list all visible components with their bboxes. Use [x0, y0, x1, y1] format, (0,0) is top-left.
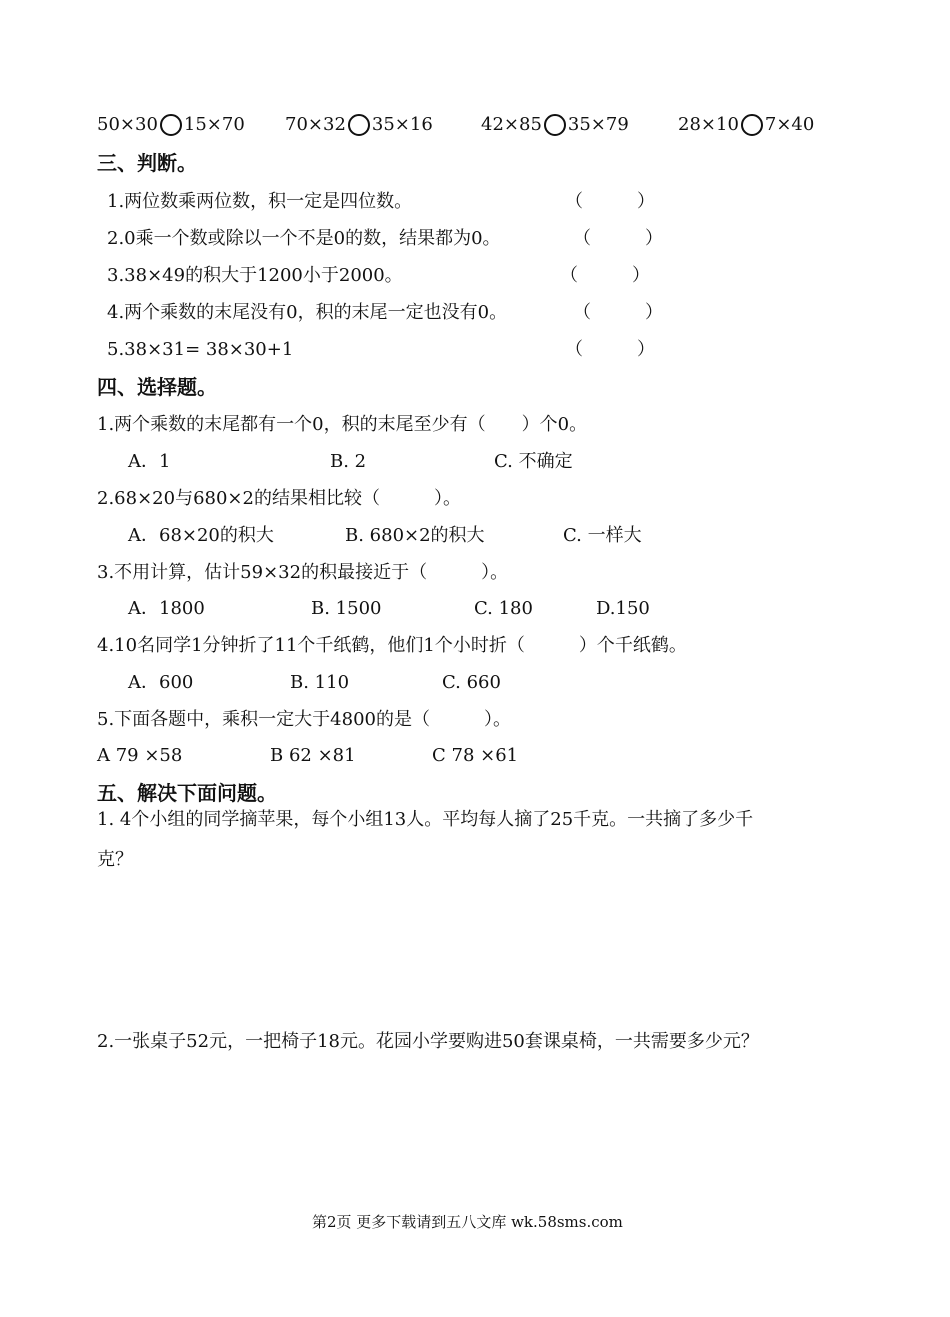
compare-right: 7×40 — [764, 114, 815, 135]
section3-title: 三、判断。 — [97, 151, 197, 175]
judge-item-2-text: 2.0乘一个数或除以一个不是0的数，结果都为0。 — [107, 228, 501, 249]
compare-blank-circle[interactable] — [544, 114, 566, 136]
compare-blank-circle[interactable] — [348, 114, 370, 136]
compare-right: 35×79 — [567, 114, 629, 135]
choice-q5-option-b[interactable]: B 62 ×81 — [270, 745, 356, 766]
choice-q3-option-b[interactable]: B. 1500 — [311, 598, 382, 619]
judge-item-1-text: 1.两位数乘两位数，积一定是四位数。 — [107, 191, 413, 212]
choice-q4-option-c[interactable]: C. 660 — [442, 672, 501, 693]
compare-right: 15×70 — [183, 114, 245, 135]
judge-item-3-answer[interactable]: （ ） — [560, 265, 650, 286]
section4-title: 四、选择题。 — [97, 375, 217, 399]
choice-q2-option-c[interactable]: C. 一样大 — [563, 525, 642, 546]
problem-2: 2.一张桌子52元，一把椅子18元。花园小学要购进50套课桌椅，一共需要多少元？ — [97, 1031, 759, 1052]
choice-q1-option-c[interactable]: C. 不确定 — [494, 451, 573, 472]
compare-item-4 — [678, 113, 814, 137]
compare-blank-circle[interactable] — [160, 114, 182, 136]
compare-left: 28×10 — [678, 114, 739, 135]
choice-q5-option-a[interactable]: A 79 ×58 — [97, 745, 183, 766]
choice-q5-stem: 5.下面各题中，乘积一定大于4800的是（ ）。 — [97, 709, 511, 730]
compare-blank-circle[interactable] — [741, 114, 763, 136]
judge-item-2-answer[interactable]: （ ） — [573, 228, 663, 249]
choice-q3-option-d[interactable]: D.150 — [596, 598, 650, 619]
judge-item-1-answer[interactable]: （ ） — [565, 191, 655, 212]
compare-left: 42×85 — [481, 114, 542, 135]
choice-q3-option-a[interactable]: A．1800 — [128, 598, 205, 619]
compare-item-3 — [481, 113, 629, 137]
choice-q4-stem: 4.10名同学1分钟折了11个千纸鹤，他们1个小时折（ ）个千纸鹤。 — [97, 635, 687, 656]
compare-left: 50×30 — [97, 114, 158, 135]
choice-q5-option-c[interactable]: C 78 ×61 — [432, 745, 519, 766]
choice-q1-stem: 1.两个乘数的末尾都有一个0，积的末尾至少有（ ）个0。 — [97, 414, 588, 435]
problem-1-line-1: 1. 4个小组的同学摘苹果，每个小组13人。平均每人摘了25千克。一共摘了多少千 — [97, 809, 754, 830]
page-footer: 第2页 更多下载请到五八文库 wk.58sms.com — [312, 1213, 623, 1231]
judge-item-3-text: 3.38×49的积大于1200小于2000。 — [107, 265, 403, 286]
judge-item-5-text: 5.38×31= 38×30+1 — [107, 339, 294, 360]
section5-title: 五、解决下面问题。 — [97, 781, 277, 805]
choice-q2-stem: 2.68×20与680×2的结果相比较（ ）。 — [97, 488, 461, 509]
choice-q2-option-b[interactable]: B. 680×2的积大 — [345, 525, 485, 546]
judge-item-5-answer[interactable]: （ ） — [565, 339, 655, 360]
choice-q3-option-c[interactable]: C. 180 — [474, 598, 533, 619]
judge-item-4-text: 4.两个乘数的末尾没有0，积的末尾一定也没有0。 — [107, 302, 508, 323]
choice-q3-stem: 3.不用计算，估计59×32的积最接近于（ ）。 — [97, 562, 509, 583]
compare-left: 70×32 — [285, 114, 346, 135]
choice-q4-option-b[interactable]: B. 110 — [290, 672, 350, 693]
choice-q1-option-a[interactable]: A．1 — [128, 451, 171, 472]
compare-right: 35×16 — [371, 114, 433, 135]
choice-q1-option-b[interactable]: B. 2 — [330, 451, 367, 472]
choice-q2-option-a[interactable]: A．68×20的积大 — [128, 525, 274, 546]
problem-1-line-2: 克？ — [97, 849, 133, 870]
compare-item-1 — [97, 113, 245, 137]
judge-item-4-answer[interactable]: （ ） — [573, 302, 663, 323]
choice-q4-option-a[interactable]: A．600 — [128, 672, 194, 693]
compare-item-2 — [285, 113, 433, 137]
